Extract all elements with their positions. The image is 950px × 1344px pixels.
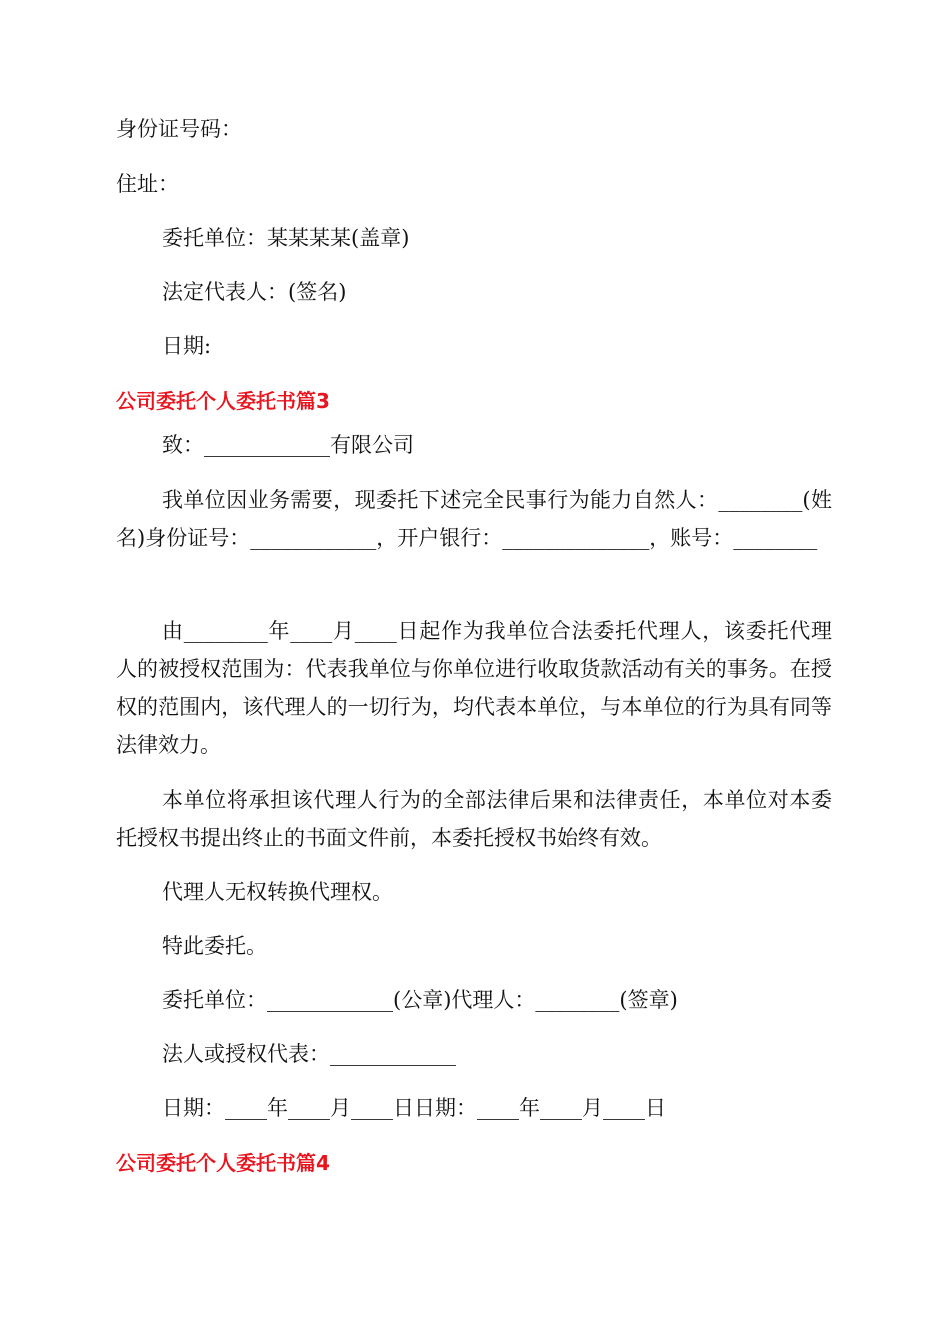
legal-person-line: 法人或授权代表：____________ xyxy=(162,1042,456,1066)
hereby-entrust-line: 特此委托。 xyxy=(162,934,267,958)
legal-representative-line: 法定代表人：(签名) xyxy=(162,280,347,304)
signature-line: 委托单位：____________(公章)代理人：________(签章) xyxy=(162,988,678,1012)
address-label: 住址： xyxy=(116,172,179,196)
entrusting-unit-line: 委托单位：某某某某(盖章) xyxy=(162,226,410,250)
dates-line: 日期：____年____月____日日期：____年____月____日 xyxy=(162,1096,666,1120)
paragraph-authorization-scope: 由________年____月____日起作为我单位合法委托代理人，该委托代理人的被授权范围为：代表我单位与你单位进行收取货款活动有关的事务。在授权的范围内，该代理人的一切行为，均代表本单位，与本单位的行为具有同等法律效力。 xyxy=(116,619,832,757)
id-number-label: 身份证号码： xyxy=(116,117,242,141)
date-line: 日期: xyxy=(162,334,212,358)
section-heading-4: 公司委托个人委托书篇4 xyxy=(116,1151,330,1175)
paragraph-legal-responsibility: 本单位将承担该代理人行为的全部法律后果和法律责任，本单位对本委托授权书提出终止的书面文件前，本委托授权书始终有效。 xyxy=(116,788,832,850)
paragraph-agent-info: 我单位因业务需要，现委托下述完全民事行为能力自然人：________(姓名)身份证号：____________，开户银行：______________，账号：________ xyxy=(116,488,832,550)
addressee-line: 致：____________有限公司 xyxy=(162,433,414,457)
section-heading-3: 公司委托个人委托书篇3 xyxy=(116,389,330,413)
no-transfer-line: 代理人无权转换代理权。 xyxy=(162,880,393,904)
